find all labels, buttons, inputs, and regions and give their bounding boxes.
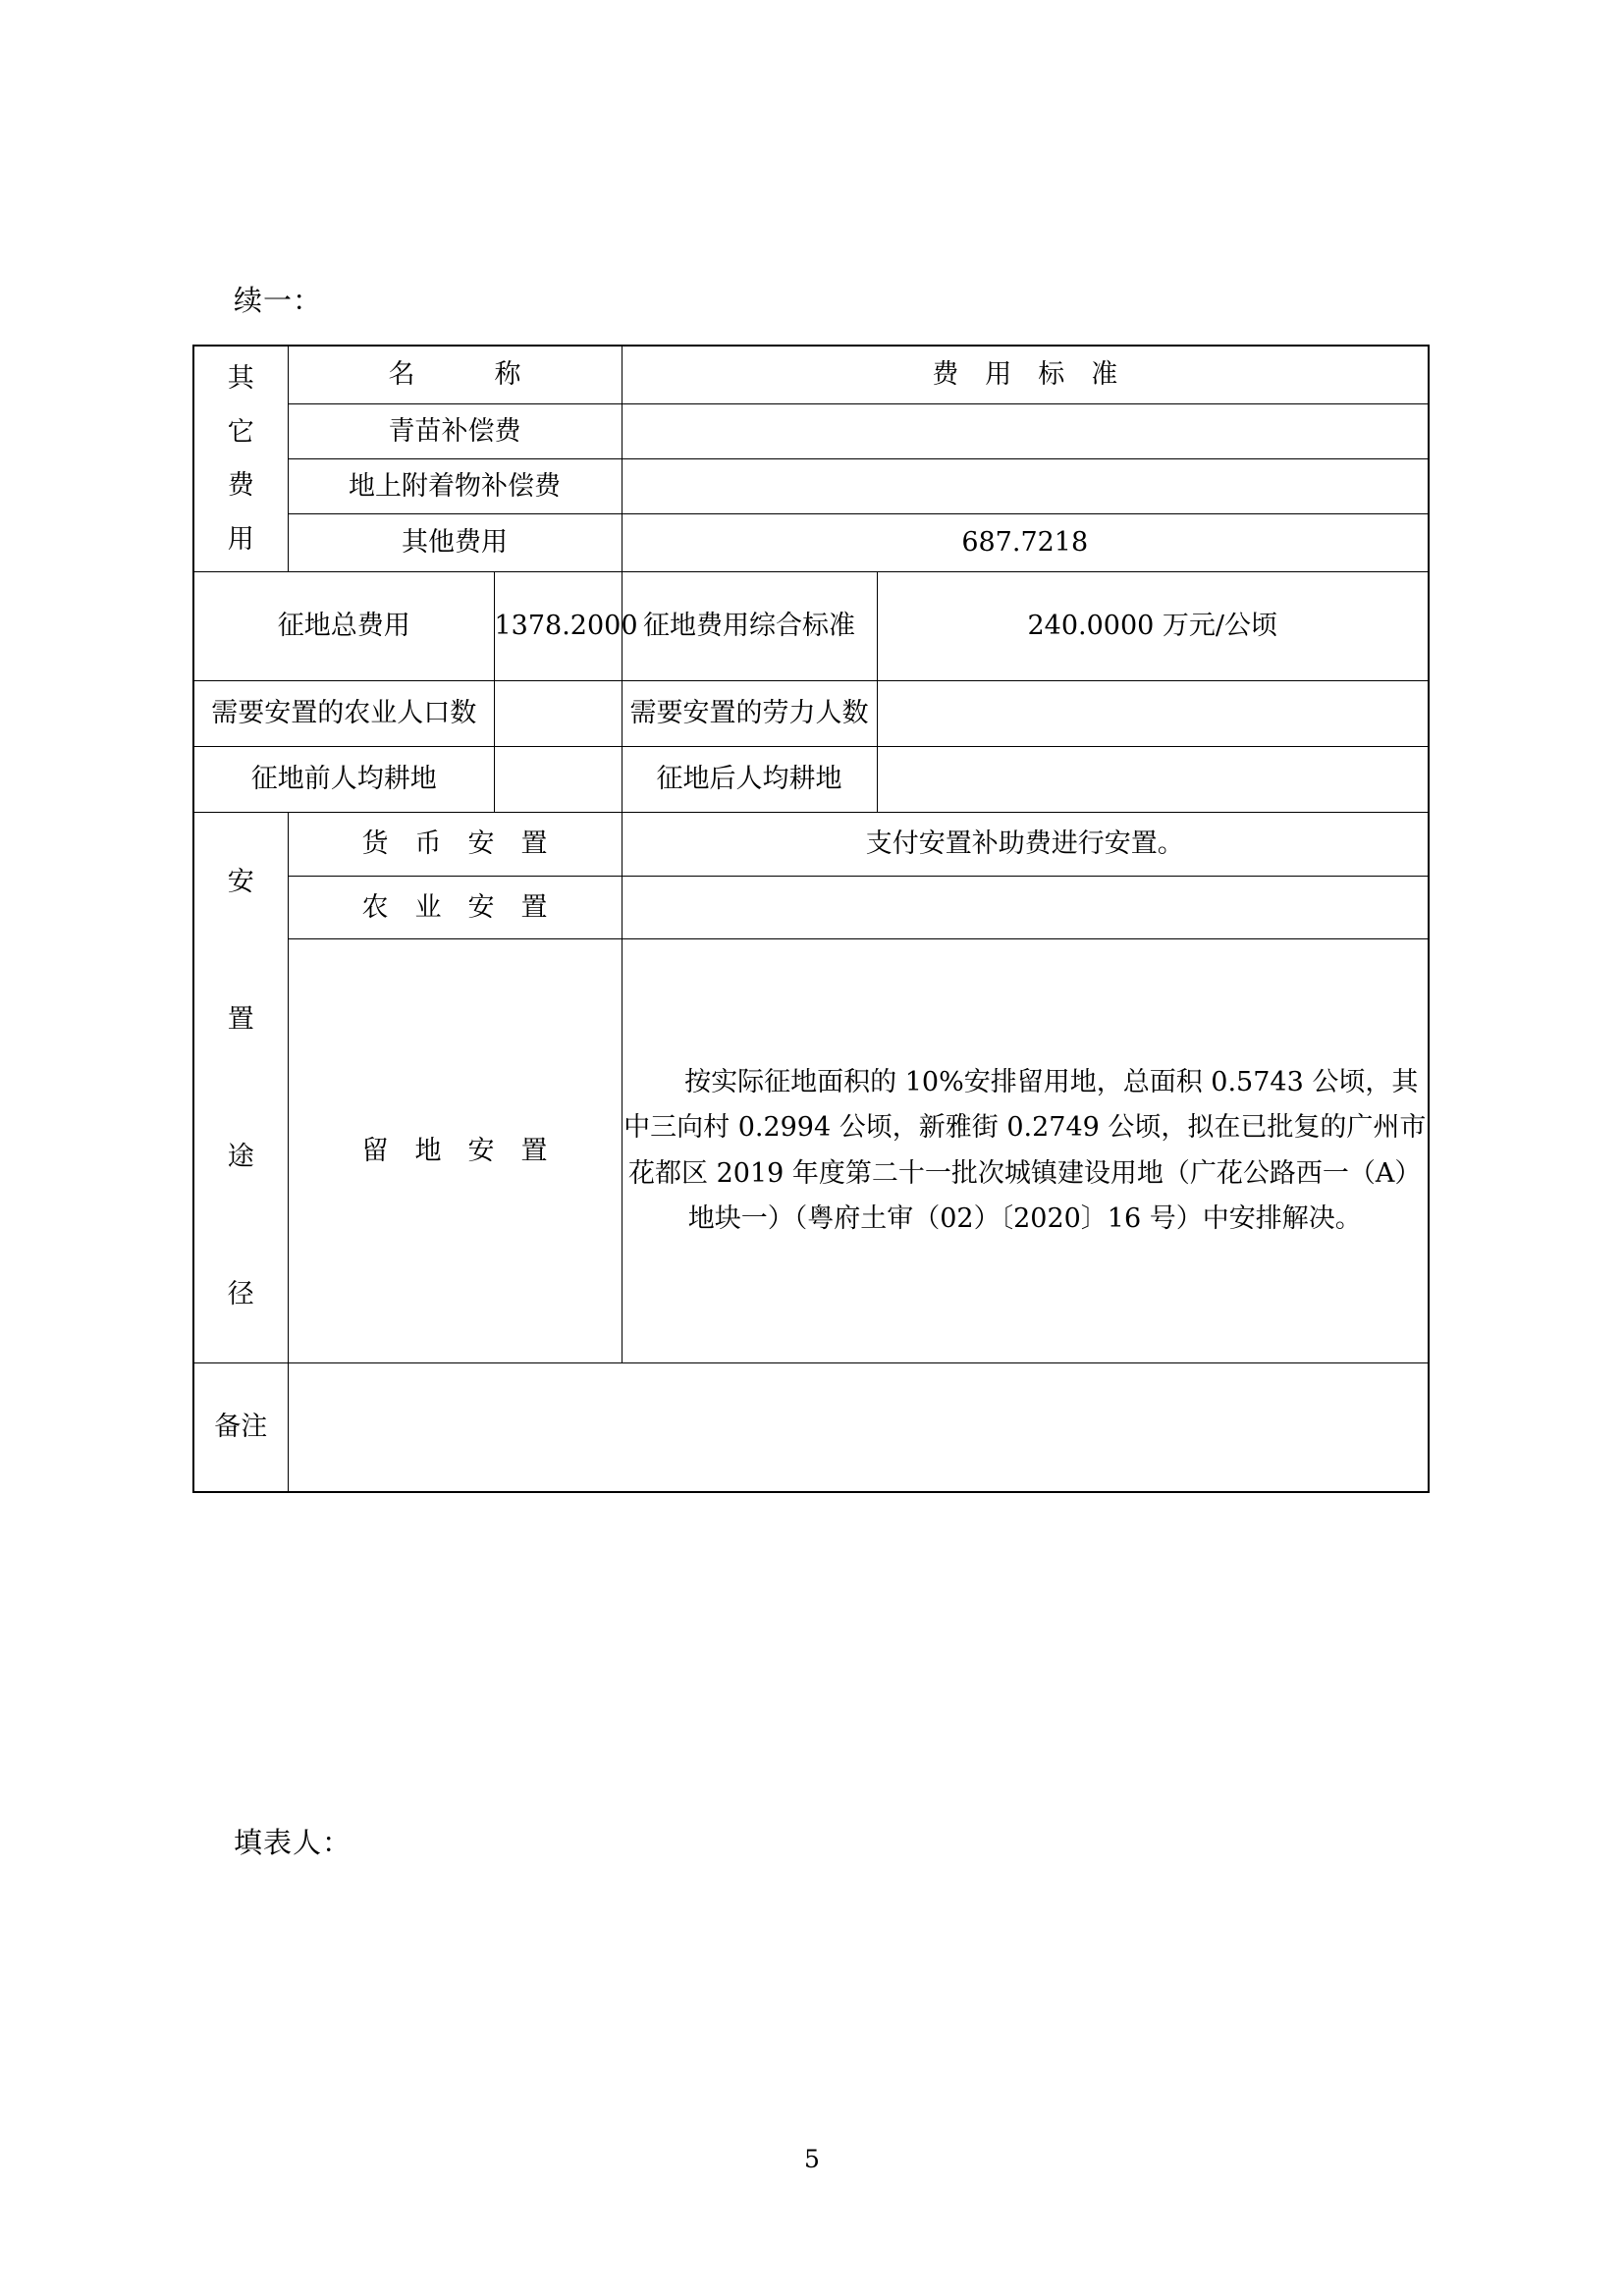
resettlement-group-label-cell xyxy=(193,813,288,1363)
table-row-fee-header xyxy=(193,346,1429,404)
table-row-total-cost xyxy=(193,572,1429,681)
group-char-4: 用 xyxy=(227,523,254,555)
comprehensive-standard-value[interactable]: 240.0000 万元/公顷 xyxy=(877,572,1429,681)
resettlement-char-1: 安 xyxy=(227,866,254,897)
table-row-resettle-population xyxy=(193,681,1429,747)
group-char-1: 其 xyxy=(227,363,254,395)
other-fees-group-label-cell xyxy=(193,346,288,572)
table-row-seedling-compensation xyxy=(193,404,1429,459)
total-cost-value[interactable]: 1378.2000 xyxy=(494,572,622,681)
fee-name-other: 其他费用 xyxy=(288,514,622,572)
land-reserve-resettlement-label: 留 地 安 置 xyxy=(288,939,622,1363)
resettlement-char-2: 置 xyxy=(227,1003,254,1035)
farmland-before-label: 征地前人均耕地 xyxy=(193,747,494,813)
table-row-remarks xyxy=(193,1363,1429,1493)
page-number: 5 xyxy=(804,2145,820,2173)
table-row-attachment-compensation xyxy=(193,459,1429,514)
agricultural-resettlement-label: 农 业 安 置 xyxy=(288,876,622,939)
table-row-agricultural-resettlement xyxy=(193,876,1429,939)
land-acquisition-form-table xyxy=(192,345,1428,1493)
remarks-value[interactable] xyxy=(288,1363,1429,1493)
fee-value-seedling[interactable] xyxy=(622,404,1429,459)
farmland-before-value[interactable] xyxy=(494,747,622,813)
group-char-2: 它 xyxy=(227,416,254,448)
agricultural-population-value[interactable] xyxy=(494,681,622,747)
remarks-label: 备注 xyxy=(193,1363,288,1493)
farmland-after-label: 征地后人均耕地 xyxy=(622,747,877,813)
labor-population-label: 需要安置的劳力人数 xyxy=(622,681,877,747)
table-row-monetary-resettlement xyxy=(193,813,1429,877)
fee-name-column-header: 名 称 xyxy=(288,346,622,404)
resettlement-char-4: 径 xyxy=(227,1278,254,1309)
form-filler-label: 填表人： xyxy=(234,1826,352,1859)
fee-value-other[interactable]: 687.7218 xyxy=(622,514,1429,572)
fee-name-attachments: 地上附着物补偿费 xyxy=(288,459,622,514)
fee-standard-column-header: 费 用 标 准 xyxy=(622,346,1429,404)
total-cost-label: 征地总费用 xyxy=(193,572,494,681)
resettlement-char-3: 途 xyxy=(227,1141,254,1172)
table-row-land-reserve-resettlement xyxy=(193,939,1429,1363)
fee-value-attachments[interactable] xyxy=(622,459,1429,514)
table-row-per-capita-farmland xyxy=(193,747,1429,813)
table-row-other-fee xyxy=(193,514,1429,572)
monetary-resettlement-label: 货 币 安 置 xyxy=(288,813,622,877)
agricultural-population-label: 需要安置的农业人口数 xyxy=(193,681,494,747)
group-char-3: 费 xyxy=(227,470,254,502)
farmland-after-value[interactable] xyxy=(877,747,1429,813)
labor-population-value[interactable] xyxy=(877,681,1429,747)
monetary-resettlement-value[interactable]: 支付安置补助费进行安置。 xyxy=(622,813,1429,877)
land-reserve-resettlement-value[interactable]: 按实际征地面积的 10%安排留用地，总面积 0.5743 公顷，其中三向村 0.2994 公顷，新雅街 0.2749 公顷，拟在已批复的广州市花都区 2019 年度第二十一批次城镇建设用地（广花公路西一（A）地块一）（粤府土审（02）〔2020〕16 号）中安排解决。 xyxy=(622,939,1429,1363)
comprehensive-standard-label: 征地费用综合标准 xyxy=(622,572,877,681)
continuation-label: 续一： xyxy=(234,284,323,317)
fee-name-seedling: 青苗补偿费 xyxy=(288,404,622,459)
agricultural-resettlement-value[interactable] xyxy=(622,876,1429,939)
